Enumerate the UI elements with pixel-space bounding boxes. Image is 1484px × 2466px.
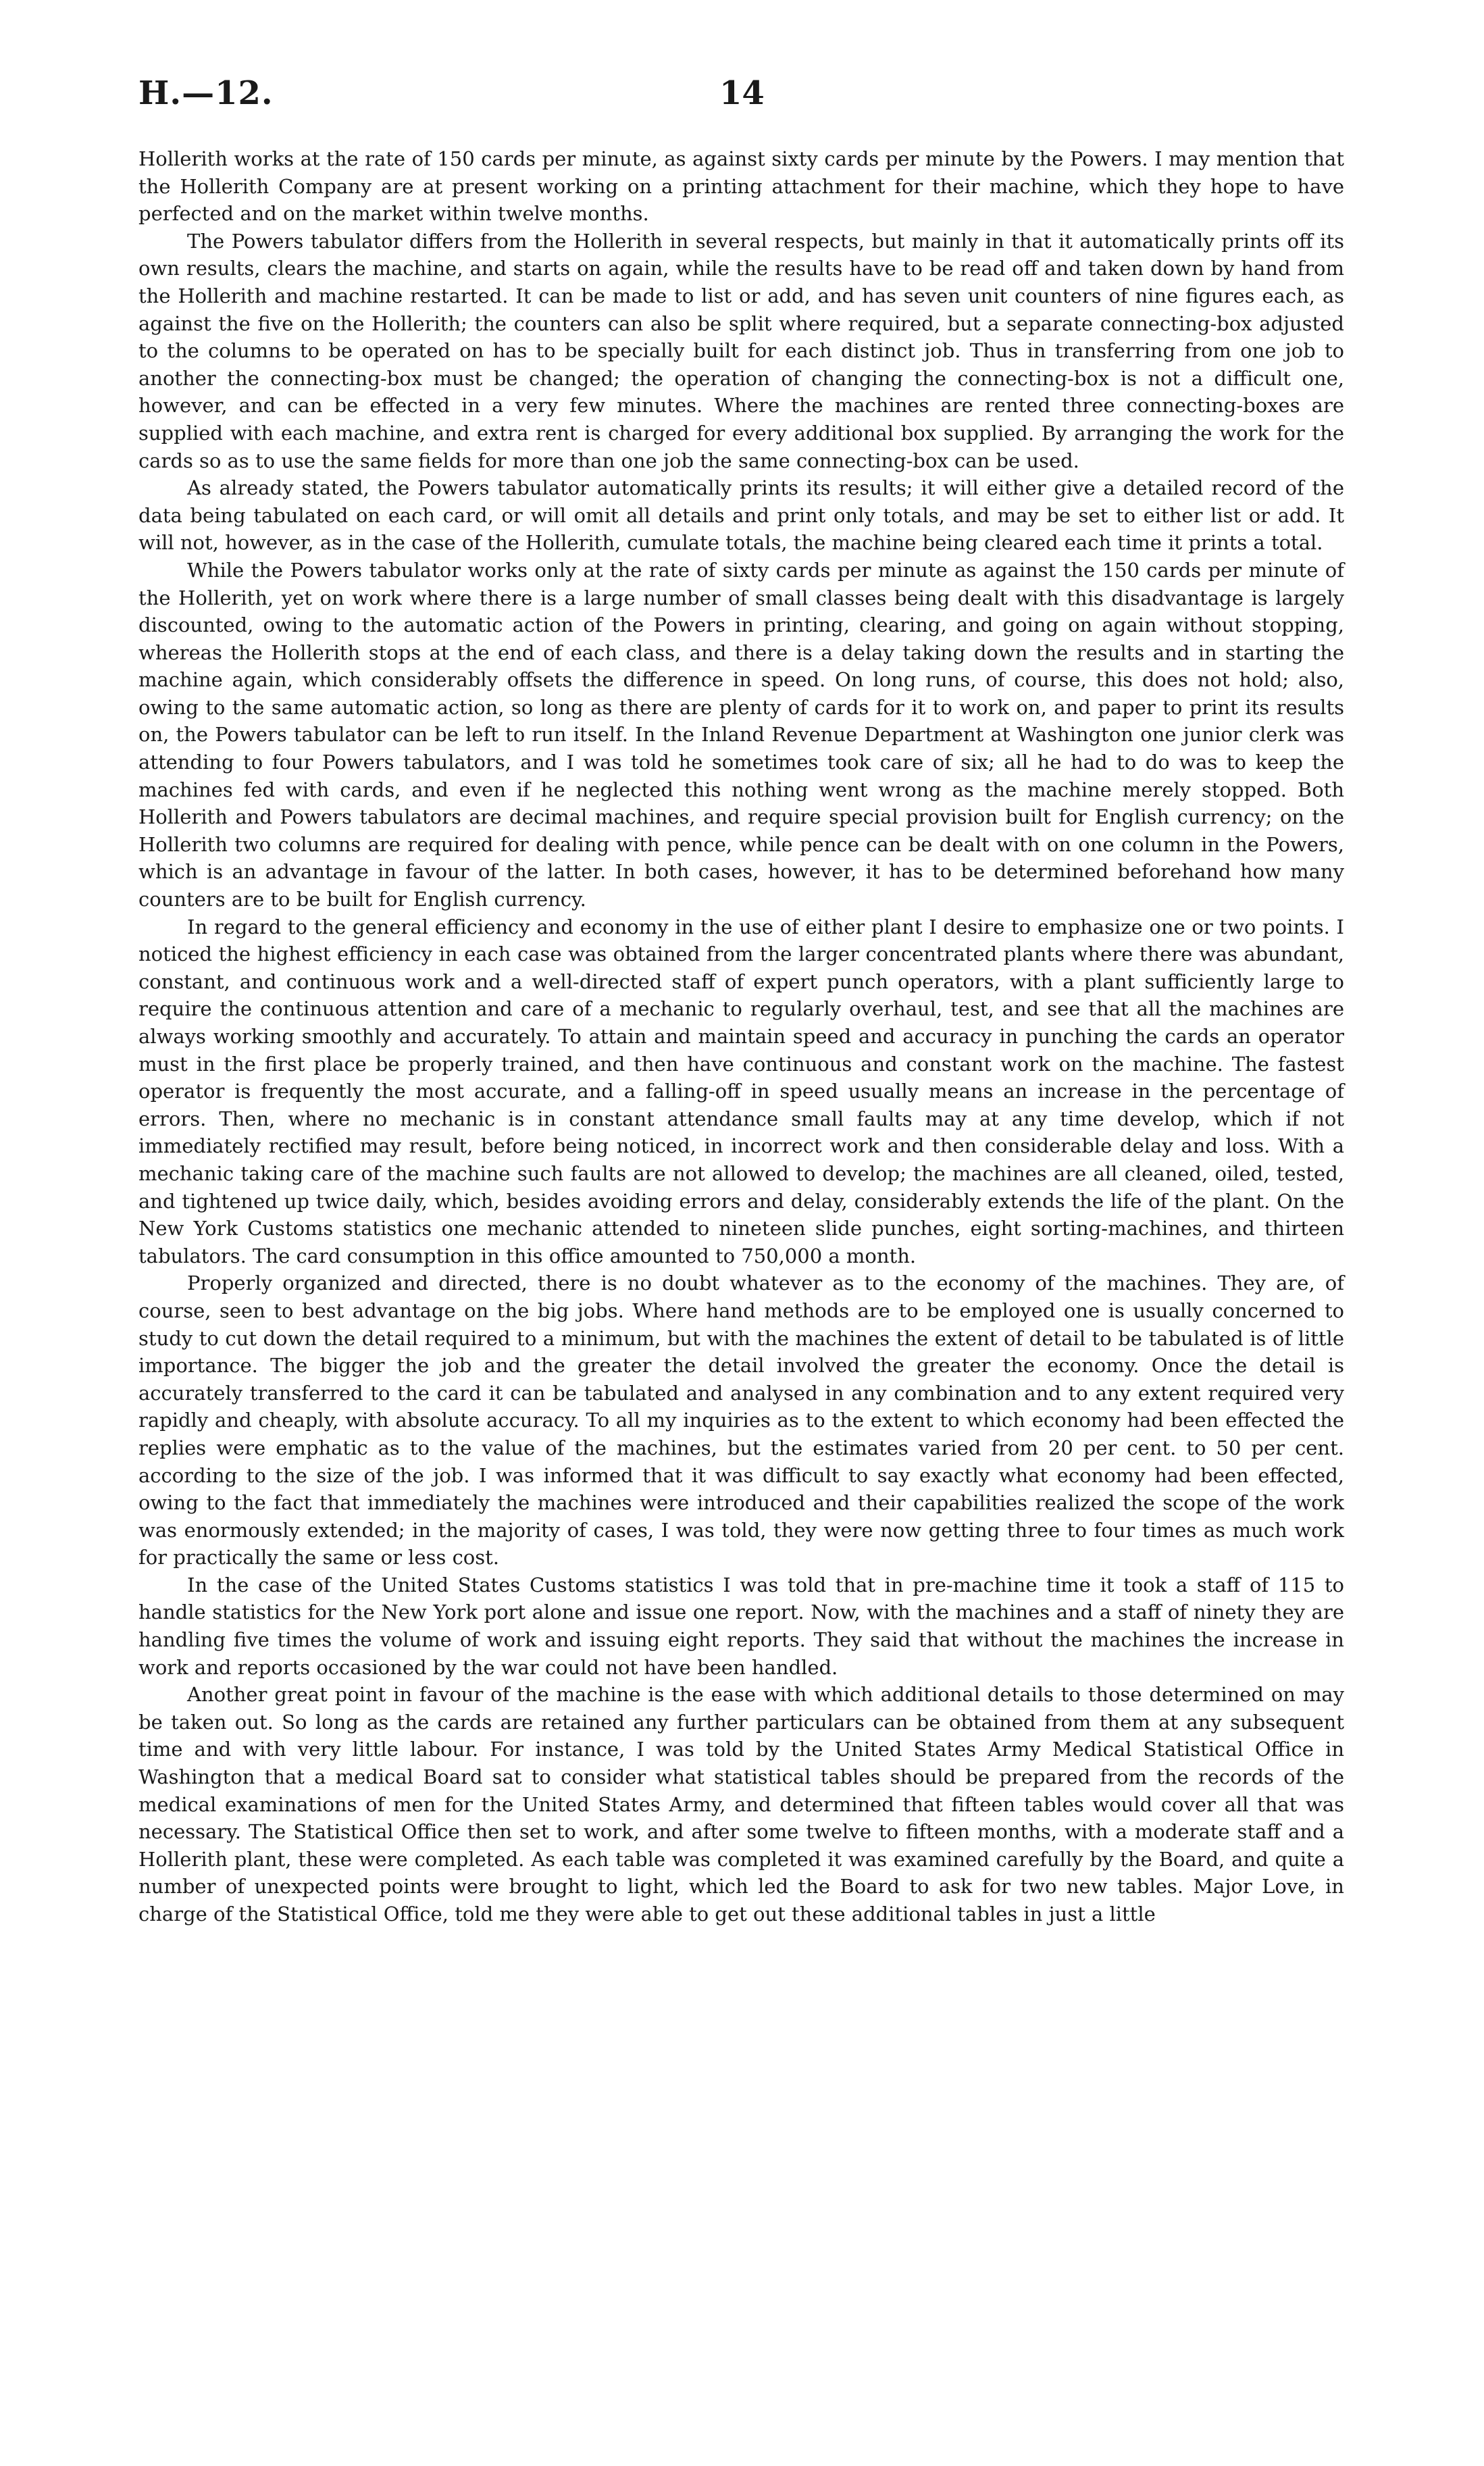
paragraph: While the Powers tabulator works only at the rate of sixty cards per minute as against the 150 cards per minute of the Hollerith, yet on work where there is a large number of small classes being dealt with this disadvantage is largely discounted, owing to the automatic action of the Powers in printing, clearing, and going on again without stopping, whereas the Hollerith stops at the end of each class, and there is a delay taking down the results and in starting the machine again, which considerably offsets the difference in speed. On long runs, of course, this does not hold; also, owing to the same automatic action, so long as there are plenty of cards for it to work on, and paper to print its results on, the Powers tabulator can be left to run itself. In the Inland Revenue Department at Washington one junior clerk was attending to four Powers tabulators, and I was told he sometimes took care of six; all he had to do was to keep the machines fed with cards, and even if he neglected this nothing went wrong as the machine merely stopped. Both Hollerith and Powers tabulators are decimal machines, and require special provision built for English currency; on the Hollerith two columns are required for dealing with pence, while pence can be dealt with on one column in the Powers, which is an advantage in favour of the latter. In both cases, however, it has to be determined beforehand how many counters are to be built for English currency. <box>138 558 1344 911</box>
paragraph: In regard to the general efficiency and economy in the use of either plant I desire to emphasize one or two points. I noticed the highest efficiency in each case was obtained from the larger concentrated plants where there was abundant, constant, and continuous work and a well-directed staff of expert punch operators, with a plant sufficiently large to require the continuous attention and care of a mechanic to regularly overhaul, test, and see that all the machines are always working smoothly and accurately. To attain and maintain speed and accuracy in punching the cards an operator must in the first place be properly trained, and then have continuous and constant work on the machine. The fastest operator is frequently the most accurate, and a falling-off in speed usually means an increase in the percentage of errors. Then, where no mechanic is in constant attendance small faults may at any time develop, which if not immediately rectified may result, before being noticed, in incorrect work and then considerable delay and loss. With a mechanic taking care of the machine such faults are not allowed to develop; the machines are all cleaned, oiled, tested, and tightened up twice daily, which, besides avoiding errors and delay, considerably extends the life of the plant. On the New York Customs statistics one mechanic attended to nineteen slide punches, eight sorting-machines, and thirteen tabulators. The card consumption in this office amounted to 750,000 a month. <box>138 915 1344 1267</box>
document-code: H.—12. <box>138 74 274 112</box>
paragraph: As already stated, the Powers tabulator automatically prints its results; it will either give a detailed record of the data being tabulated on each card, or will omit all details and print only totals, and may be set to either list or add. It will not, however, as in the case of the Hollerith, cumulate totals, the machine being cleared each time it prints a total. <box>138 476 1344 555</box>
paragraph: The Powers tabulator differs from the Hollerith in several respects, but mainly in that it automatically prints off its own results, clears the machine, and starts on again, while the results have to be read off and taken down by hand from the Hollerith and machine restarted. It can be made to list or add, and has seven unit counters of nine figures each, as against the five on the Hollerith; the counters can also be split where required, but a separate connecting-box adjusted to the columns to be operated on has to be specially built for each distinct job. Thus in transferring from one job to another the connecting-box must be changed; the operation of changing the connecting-box is not a difficult one, however, and can be effected in a very few minutes. Where the machines are rented three connecting-boxes are supplied with each machine, and extra rent is charged for every additional box supplied. By arranging the work for the cards so as to use the same fields for more than one job the same connecting-box can be used. <box>138 229 1344 472</box>
paragraph: Hollerith works at the rate of 150 cards per minute, as against sixty cards per minute by the Powers. I may mention that the Hollerith Company are at present working on a printing attachment for their machine, which they hope to have perfected and on the market within twelve months. <box>138 147 1344 226</box>
page-header <box>138 74 1354 122</box>
paragraph: In the case of the United States Customs statistics I was told that in pre-machine time it took a staff of 115 to handle statistics for the New York port alone and issue one report. Now, with the machines and a staff of ninety they are handling five times the volume of work and issuing eight reports. They said that without the machines the increase in work and reports occasioned by the war could not have been handled. <box>138 1573 1344 1679</box>
paragraph: Properly organized and directed, there is no doubt whatever as to the economy of the machines. They are, of course, seen to best advantage on the big jobs. Where hand methods are to be employed one is usually concerned to study to cut down the detail required to a minimum, but with the machines the extent of detail to be tabulated is of little importance. The bigger the job and the greater the detail involved the greater the economy. Once the detail is accurately transferred to the card it can be tabulated and analysed in any combination and to any extent required very rapidly and cheaply, with absolute accuracy. To all my inquiries as to the extent to which economy had been effected the replies were emphatic as to the value of the machines, but the estimates varied from 20 per cent. to 50 per cent. according to the size of the job. I was informed that it was difficult to say exactly what economy had been effected, owing to the fact that immediately the machines were introduced and their capabilities realized the scope of the work was enormously extended; in the majority of cases, I was told, they were now getting three to four times as much work for practically the same or less cost. <box>138 1272 1344 1569</box>
body-text <box>138 145 1344 1928</box>
page-number: 14 <box>719 74 765 112</box>
paragraph: Another great point in favour of the machine is the ease with which additional details to those determined on may be taken out. So long as the cards are retained any further particulars can be obtained from them at any subsequent time and with very little labour. For instance, I was told by the United States Army Medical Statistical Office in Washington that a medical Board sat to consider what statistical tables should be prepared from the records of the medical examinations of men for the United States Army, and determined that fifteen tables would cover all that was necessary. The Statistical Office then set to work, and after some twelve to fifteen months, with a moderate staff and a Hollerith plant, these were completed. As each table was completed it was examined carefully by the Board, and quite a number of unexpected points were brought to light, which led the Board to ask for two new tables. Major Love, in charge of the Statistical Office, told me they were able to get out these additional tables in just a little <box>138 1683 1344 1926</box>
